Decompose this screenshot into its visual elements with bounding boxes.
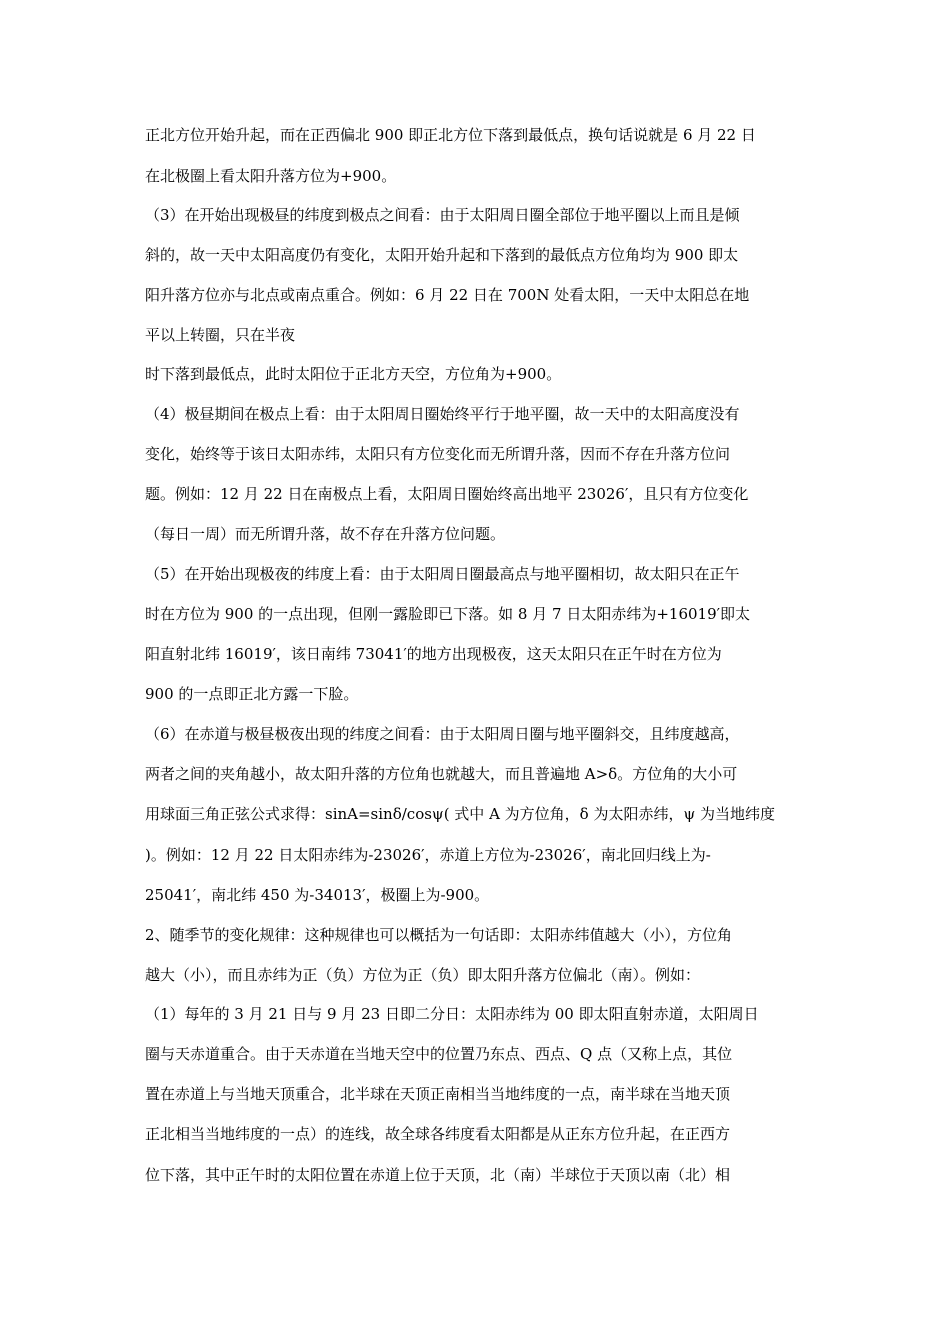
- text-line: 2、随季节的变化规律：这种规律也可以概括为一句话即：太阳赤纬值越大（小），方位角: [145, 926, 733, 944]
- text-line: 时下落到最低点，此时太阳位于正北方天空，方位角为+900。: [145, 365, 562, 383]
- text-line: 阳直射北纬 16019′，该日南纬 73041′的地方出现极夜，这天太阳只在正午时在方位为: [145, 645, 722, 663]
- text-line: 900 的一点即正北方露一下脸。: [145, 685, 359, 703]
- text-line: （4）极昼期间在极点上看：由于太阳周日圈始终平行于地平圈，故一天中的太阳高度没有: [145, 405, 740, 423]
- text-line: （每日一周）而无所谓升落，故不存在升落方位问题。: [145, 525, 506, 543]
- text-line: 两者之间的夹角越小，故太阳升落的方位角也就越大，而且普遍地 A>δ。方位角的大小可: [145, 765, 738, 783]
- text-line: （6）在赤道与极昼极夜出现的纬度之间看：由于太阳周日圈与地平圈斜交，且纬度越高，: [145, 725, 740, 743]
- text-line: )。例如：12 月 22 日太阳赤纬为-23026′，赤道上方位为-23026′，南北回归线上为-: [145, 846, 711, 864]
- text-line: 平以上转圈，只在半夜: [145, 326, 296, 344]
- text-line: 阳升落方位亦与北点或南点重合。例如：6 月 22 日在 700N 处看太阳，一天中太阳总在地: [145, 286, 750, 304]
- text-line: 越大（小），而且赤纬为正（负）方位为正（负）即太阳升落方位偏北（南）。例如：: [145, 966, 701, 984]
- text-line: 斜的，故一天中太阳高度仍有变化，太阳开始升起和下落到的最低点方位角均为 900 即太: [145, 246, 739, 264]
- text-line: 25041′，南北纬 450 为-34013′，极圈上为-900。: [145, 886, 490, 904]
- text-line: （1）每年的 3 月 21 日与 9 月 23 日即二分日：太阳赤纬为 00 即太阳直射赤道，太阳周日: [145, 1005, 759, 1023]
- text-line: （5）在开始出现极夜的纬度上看：由于太阳周日圈最高点与地平圈相切，故太阳只在正午: [145, 565, 740, 583]
- text-line: 正北相当当地纬度的一点）的连线，故全球各纬度看太阳都是从正东方位升起，在正西方: [145, 1125, 731, 1143]
- text-line: 圈与天赤道重合。由于天赤道在当地天空中的位置乃东点、西点、Q 点（又称上点，其位: [145, 1045, 733, 1063]
- text-line: 正北方位开始升起，而在正西偏北 900 即正北方位下落到最低点，换句话说就是 6 月 22 日: [145, 126, 756, 144]
- text-line: 变化，始终等于该日太阳赤纬，太阳只有方位变化而无所谓升落，因而不存在升落方位问: [145, 445, 731, 463]
- text-line: 题。例如：12 月 22 日在南极点上看，太阳周日圈始终高出地平 23026′，且只有方位变化: [145, 485, 749, 503]
- text-line: 位下落，其中正午时的太阳位置在赤道上位于天顶，北（南）半球位于天顶以南（北）相: [145, 1166, 731, 1184]
- text-line: 时在方位为 900 的一点出现，但刚一露脸即已下落。如 8 月 7 日太阳赤纬为+16019′即太: [145, 605, 751, 623]
- text-line: 置在赤道上与当地天顶重合，北半球在天顶正南相当当地纬度的一点，南半球在当地天顶: [145, 1085, 731, 1103]
- text-line: 在北极圈上看太阳升落方位为+900。: [145, 167, 397, 185]
- text-line: 用球面三角正弦公式求得：sinA=sinδ/cosψ( 式中 A 为方位角，δ 为太阳赤纬，ψ 为当地纬度: [145, 805, 776, 823]
- text-line: （3）在开始出现极昼的纬度到极点之间看：由于太阳周日圈全部位于地平圈以上而且是倾: [145, 206, 740, 224]
